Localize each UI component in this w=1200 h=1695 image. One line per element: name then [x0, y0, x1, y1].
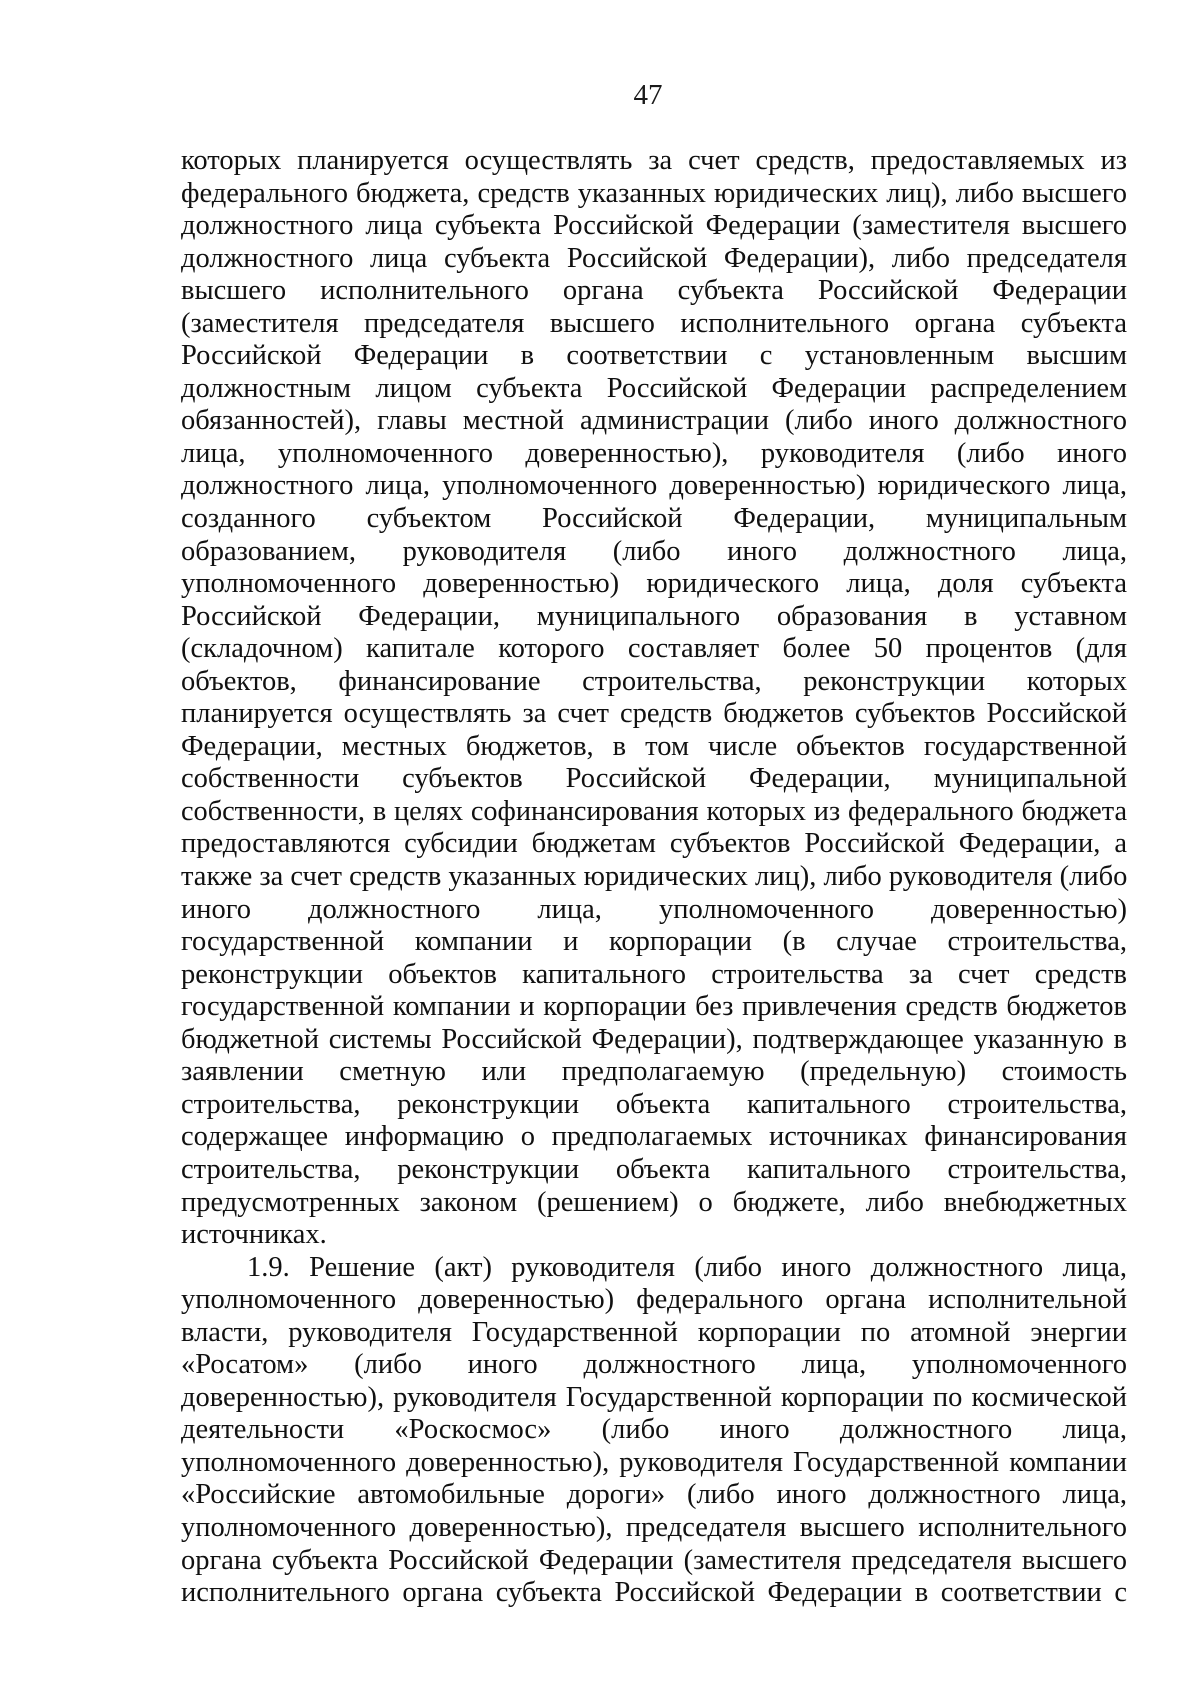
- text-line: предусмотренных законом (решением) о бюджете, либо внебюджетных: [181, 1186, 1127, 1218]
- text-line: предоставляются субсидии бюджетам субъектов Российской Федерации, а: [181, 828, 1127, 860]
- text-line: лица, уполномоченного доверенностью), руководителя (либо иного: [181, 437, 1127, 469]
- text-line: должностным лицом субъекта Российской Федерации распределением: [181, 372, 1127, 404]
- text-line: источниках.: [181, 1219, 327, 1251]
- text-line: (складочном) капитале которого составляет более 50 процентов (для: [181, 633, 1127, 665]
- text-line: которых планируется осуществлять за счет средств, предоставляемых из: [181, 145, 1127, 176]
- text-line: 1.9. Решение (акт) руководителя (либо иного должностного лица,: [247, 1251, 1127, 1283]
- text-line: Федерации, местных бюджетов, в том числе объектов государственной: [181, 730, 1127, 762]
- text-line: высшего исполнительного органа субъекта Российской Федерации: [181, 275, 1127, 307]
- text-line: строительства, реконструкции объекта капитального строительства,: [181, 1153, 1127, 1185]
- text-line: должностного лица субъекта Российской Федерации (заместителя высшего: [181, 210, 1127, 242]
- text-line: должностного лица субъекта Российской Федерации), либо председателя: [181, 242, 1127, 274]
- text-line: созданного субъектом Российской Федерации, муниципальным: [181, 503, 1127, 535]
- text-line: реконструкции объектов капитального строительства за счет средств: [181, 958, 1127, 990]
- text-line: уполномоченного доверенностью), председателя высшего исполнительного: [181, 1511, 1127, 1543]
- text-line: обязанностей), главы местной администрации (либо иного должностного: [181, 405, 1127, 437]
- text-line: доверенностью), руководителя Государственной корпорации по космической: [181, 1381, 1127, 1413]
- text-line: иного должностного лица, уполномоченного доверенностью): [181, 893, 1127, 925]
- text-line: строительства, реконструкции объекта капитального строительства,: [181, 1088, 1127, 1120]
- text-line: содержащее информацию о предполагаемых источниках финансирования: [181, 1121, 1127, 1153]
- text-line: образованием, руководителя (либо иного должностного лица,: [181, 535, 1127, 567]
- text-line: Российской Федерации в соответствии с установленным высшим: [181, 340, 1127, 372]
- text-line: государственной компании и корпорации без привлечения средств бюджетов: [181, 991, 1127, 1023]
- text-line: уполномоченного доверенностью) федерального органа исполнительной: [181, 1284, 1127, 1316]
- text-line: власти, руководителя Государственной корпорации по атомной энергии: [181, 1316, 1127, 1348]
- text-line: объектов, финансирование строительства, реконструкции которых: [181, 665, 1127, 697]
- text-line: должностного лица, уполномоченного доверенностью) юридического лица,: [181, 470, 1127, 502]
- text-line: собственности, в целях софинансирования которых из федерального бюджета: [181, 795, 1127, 827]
- text-line: уполномоченного доверенностью), руководителя Государственной компании: [181, 1446, 1127, 1478]
- text-line: планируется осуществлять за счет средств бюджетов субъектов Российской: [181, 698, 1127, 730]
- text-line: уполномоченного доверенностью) юридического лица, доля субъекта: [181, 568, 1127, 600]
- text-line: «Росатом» (либо иного должностного лица, уполномоченного: [181, 1349, 1127, 1381]
- text-line: «Российские автомобильные дороги» (либо иного должностного лица,: [181, 1479, 1127, 1511]
- text-line: (заместителя председателя высшего исполнительного органа субъекта: [181, 307, 1127, 339]
- text-line: собственности субъектов Российской Федерации, муниципальной: [181, 763, 1127, 795]
- text-line: деятельности «Роскосмос» (либо иного должностного лица,: [181, 1414, 1127, 1446]
- text-line: также за счет средств указанных юридических лиц), либо руководителя (либо: [181, 861, 1128, 893]
- text-line: заявлении сметную или предполагаемую (предельную) стоимость: [181, 1056, 1127, 1088]
- text-line: Российской Федерации, муниципального образования в уставном: [181, 600, 1127, 632]
- page-number: 47: [633, 79, 663, 111]
- body-text: [181, 145, 1127, 1610]
- text-line: федерального бюджета, средств указанных юридических лиц), либо высшего: [181, 177, 1127, 209]
- text-line: органа субъекта Российской Федерации (заместителя председателя высшего: [181, 1544, 1127, 1576]
- text-line: бюджетной системы Российской Федерации), подтверждающее указанную в: [181, 1023, 1127, 1055]
- text-line: государственной компании и корпорации (в случае строительства,: [181, 926, 1127, 958]
- text-line: исполнительного органа субъекта Российской Федерации в соответствии с: [181, 1577, 1127, 1609]
